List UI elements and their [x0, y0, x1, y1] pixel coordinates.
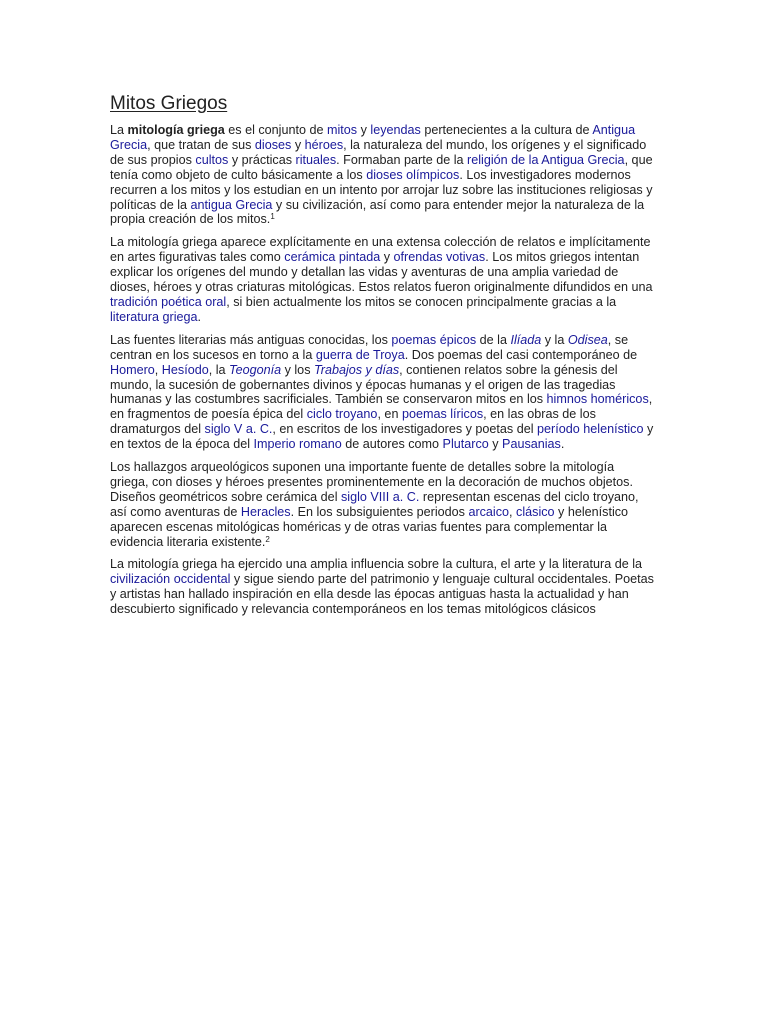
- text-run: Los hallazgos arqueológicos suponen una importante fuente de detalles sobre la mitología griega, con dioses y héroes presentes prominentemente en la decoración de muchos objetos. Diseños geométricos sobre cerámica del: [110, 460, 633, 504]
- text-run: y prácticas: [228, 152, 296, 167]
- text-run: , contienen relatos sobre la génesis del mundo, la sucesión de gobernantes divinos y épocas humanas y el origen de las tragedias humanas y las costumbres sacrificiales. También se conservaron mitos en los: [110, 362, 618, 407]
- text-run: y los: [281, 362, 314, 377]
- text-run: es el conjunto de: [224, 123, 328, 137]
- text-run: .: [197, 309, 202, 324]
- text-run: . Dos poemas del casi contemporáneo de: [404, 347, 638, 362]
- text-run: , la: [208, 362, 230, 377]
- inline-link[interactable]: literatura griega: [110, 309, 198, 324]
- text-run: . Los mitos griegos intentan explicar los orígenes del mundo y detallan las vidas y aventuras de una amplia variedad de dioses, héroes y otras criaturas mitológicas. Estos relatos fueron originalmente difundidos en una: [110, 250, 653, 295]
- text-run: y helenístico aparecen escenas mitológicas homéricas y de otras varias fuentes para complementar la evidencia literaria existente.: [110, 504, 629, 549]
- inline-link[interactable]: rituales: [295, 152, 337, 167]
- text-run: ,: [154, 362, 162, 377]
- inline-link[interactable]: mitos: [327, 123, 358, 137]
- inline-link[interactable]: ciclo troyano: [306, 407, 378, 422]
- inline-link[interactable]: Pausanias: [502, 437, 561, 452]
- inline-link[interactable]: dioses: [254, 137, 292, 152]
- text-run: , que tenía como objeto de culto básicamente a los: [110, 152, 653, 182]
- inline-link[interactable]: guerra de Troya: [315, 347, 405, 362]
- inline-link[interactable]: dioses olímpicos: [366, 167, 460, 182]
- footnote-ref[interactable]: 1: [270, 212, 275, 222]
- text-run: ,: [509, 504, 517, 519]
- inline-link[interactable]: antigua Grecia: [190, 197, 273, 212]
- footnote-ref[interactable]: 2: [265, 534, 270, 544]
- text-run: , se centran en los sucesos en torno a la: [110, 332, 629, 362]
- text-run: representan escenas del ciclo troyano, así como aventuras de: [110, 489, 639, 519]
- inline-link[interactable]: Imperio romano: [253, 437, 342, 452]
- inline-link[interactable]: clásico: [516, 504, 555, 519]
- text-run: y: [380, 250, 394, 265]
- inline-link[interactable]: Antigua Grecia: [110, 123, 636, 152]
- inline-link[interactable]: Heracles: [240, 504, 291, 519]
- bold-term: mitología griega: [127, 123, 225, 137]
- text-run: y: [357, 123, 371, 137]
- text-run: , en las obras de los dramaturgos del: [110, 407, 596, 437]
- text-run: La mitología griega ha ejercido una amplia influencia sobre la cultura, el arte y la literatura de la: [110, 557, 643, 572]
- text-run: , la naturaleza del mundo, los orígenes y el significado de sus propios: [110, 137, 647, 167]
- inline-link[interactable]: religión de la Antigua Grecia: [467, 152, 625, 167]
- text-run: . Los investigadores modernos recurren a los mitos y los estudian en un intento por arrojar luz sobre las instituciones religiosas y políticas de la: [110, 167, 653, 212]
- paragraph-archaeology: [110, 460, 655, 549]
- text-run: pertenecientes a la cultura de: [420, 123, 593, 137]
- text-run: y sigue siendo parte del patrimonio y lenguaje cultural occidentales. Poetas y artistas han hallado inspiración en ella desde las épocas antiguas hasta la actualidad y han descubierto significado y relevancia contemporáneos en los temas mitológicos clásicos: [110, 572, 654, 617]
- inline-link[interactable]: Plutarco: [442, 437, 489, 452]
- text-run: . En los subsiguientes periodos: [290, 504, 469, 519]
- inline-link[interactable]: Odisea: [567, 332, 608, 347]
- inline-link[interactable]: leyendas: [370, 123, 421, 137]
- inline-link[interactable]: Teogonía: [229, 362, 282, 377]
- paragraph-influence: [110, 557, 655, 617]
- inline-link[interactable]: período helenístico: [537, 422, 644, 437]
- text-run: . Formaban parte de la: [336, 152, 468, 167]
- inline-link[interactable]: cerámica pintada: [284, 250, 381, 265]
- inline-link[interactable]: héroes: [304, 137, 344, 152]
- inline-link[interactable]: tradición poética oral: [110, 294, 227, 309]
- text-run: .: [560, 437, 565, 452]
- text-run: y: [488, 437, 503, 452]
- text-run: de autores como: [341, 437, 443, 452]
- text-run: La mitología griega aparece explícitamente en una extensa colección de relatos e implícitamente en artes figurativas tales como: [110, 235, 651, 265]
- text-run: , en escritos de los investigadores y poetas del: [272, 422, 538, 437]
- inline-link[interactable]: siglo V a. C.: [204, 422, 273, 437]
- text-run: La: [110, 123, 128, 137]
- inline-link[interactable]: civilización occidental: [110, 572, 231, 587]
- inline-link[interactable]: Hesíodo: [161, 362, 209, 377]
- text-run: , que tratan de sus: [147, 137, 255, 152]
- text-run: y en textos de la época del: [110, 422, 654, 452]
- text-run: y: [291, 137, 305, 152]
- text-run: Las fuentes literarias más antiguas conocidas, los: [110, 332, 392, 347]
- paragraph-literary-sources: [110, 333, 655, 452]
- article: [110, 93, 655, 625]
- inline-link[interactable]: arcaico: [468, 504, 510, 519]
- inline-link[interactable]: himnos homéricos: [546, 392, 649, 407]
- inline-link[interactable]: cultos: [195, 152, 229, 167]
- text-run: , si bien actualmente los mitos se conocen principalmente gracias a la: [226, 294, 617, 309]
- inline-link[interactable]: ofrendas votivas: [393, 250, 486, 265]
- text-run: y su civilización, así como para entender mejor la naturaleza de la propia creación de los mitos.: [110, 197, 645, 227]
- page-title: Mitos Griegos: [110, 93, 228, 114]
- inline-link[interactable]: siglo VIII a. C.: [341, 489, 420, 504]
- inline-link[interactable]: poemas épicos: [391, 332, 477, 347]
- inline-link[interactable]: Trabajos y días: [314, 362, 400, 377]
- paragraph-sources: [110, 235, 655, 324]
- text-run: , en fragmentos de poesía épica del: [110, 392, 653, 422]
- inline-link[interactable]: Ilíada: [510, 332, 542, 347]
- text-run: y la: [541, 332, 568, 347]
- text-run: de la: [476, 332, 511, 347]
- text-run: , en: [377, 407, 402, 422]
- paragraph-intro: [110, 123, 655, 227]
- inline-link[interactable]: poemas líricos: [401, 407, 484, 422]
- inline-link[interactable]: Homero: [110, 362, 155, 377]
